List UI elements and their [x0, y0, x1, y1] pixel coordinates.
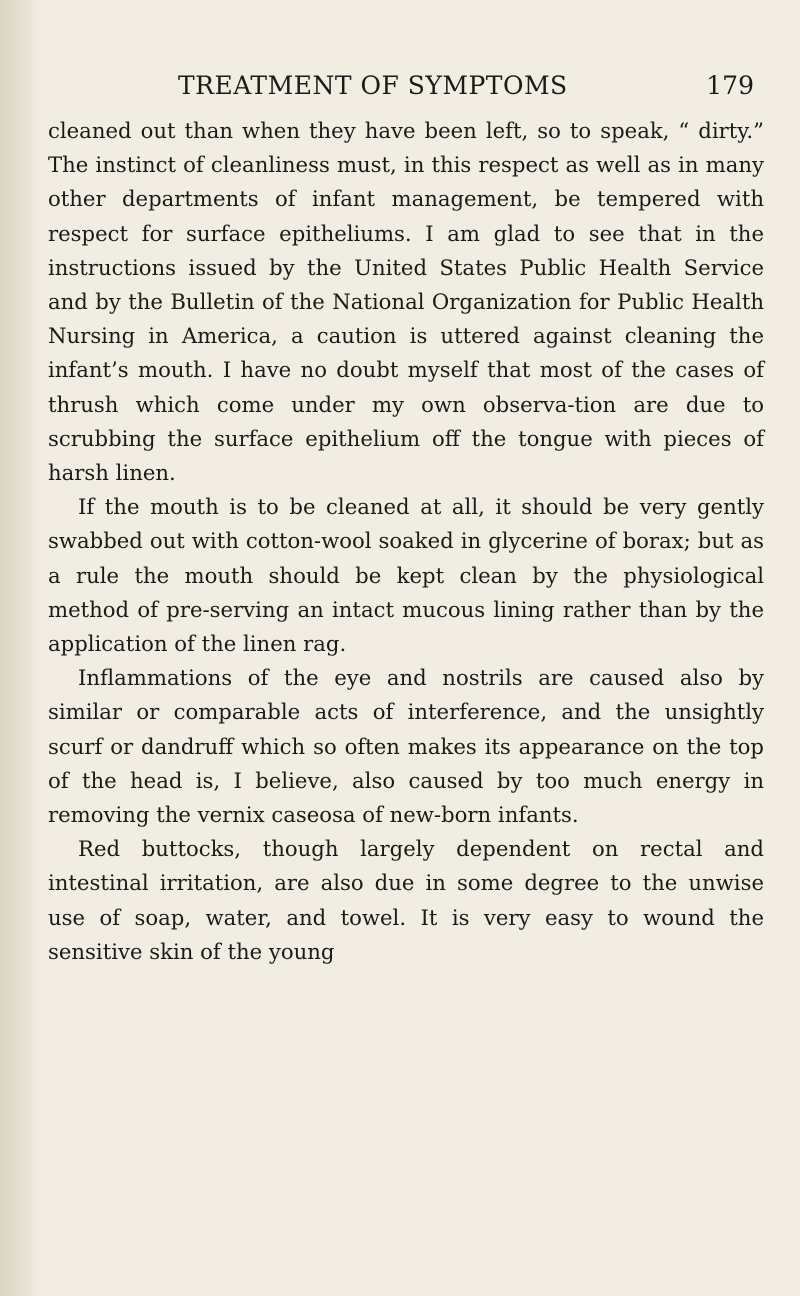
running-head: TREATMENT OF SYMPTOMS	[178, 71, 568, 100]
page-gutter-shadow	[0, 0, 40, 1296]
paragraph-3: Inflammations of the eye and nostrils are caused also by similar or comparable acts of interference, and the unsightly scurf or dandruff which so often makes its appearance on the top of the head is, I believe, also caused by too much energy in removing the vernix caseosa of new-born infants.	[48, 665, 764, 828]
page-number: 179	[706, 71, 754, 100]
paragraph-2: If the mouth is to be cleaned at all, it should be very gently swabbed out with cotton-wool soaked in glycerine of borax; but as a rule the mouth should be kept clean by the physiological method of pre-serving an intact mucous lining rather than by the application of the linen rag.	[48, 494, 764, 657]
body-text	[48, 114, 764, 969]
page-header	[48, 60, 764, 112]
book-page	[48, 60, 764, 969]
paragraph-1: cleaned out than when they have been left, so to speak, “ dirty.” The instinct of cleanliness must, in this respect as well as in many other departments of infant management, be tempered with respect for surface epitheliums. I am glad to see that in the instructions issued by the United States Public Health Service and by the Bulletin of the National Organization for Public Health Nursing in America, a caution is uttered against cleaning the infant’s mouth. I have no doubt myself that most of the cases of thrush which come under my own observa-tion are due to scrubbing the surface epithelium off the tongue with pieces of harsh linen.	[48, 118, 764, 486]
paragraph-4: Red buttocks, though largely dependent on rectal and intestinal irritation, are also due in some degree to the unwise use of soap, water, and towel. It is very easy to wound the sensitive skin of the young	[48, 836, 764, 964]
